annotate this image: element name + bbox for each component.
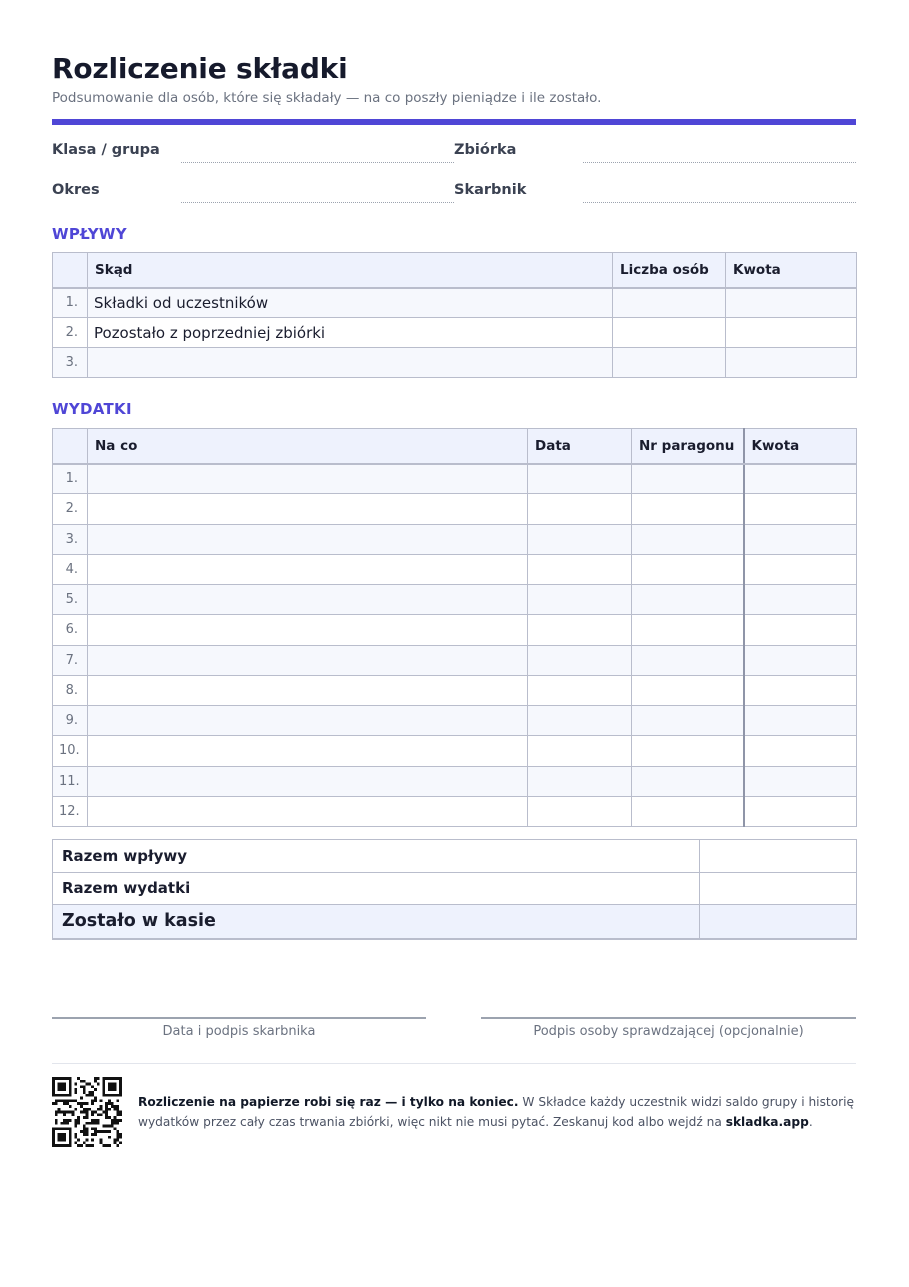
expense-receipt-cell[interactable] xyxy=(632,524,744,554)
income-total-value[interactable] xyxy=(700,840,857,873)
checker-signature-line[interactable] xyxy=(481,1017,856,1019)
expense-date-cell[interactable] xyxy=(528,675,632,705)
expense-amount-cell[interactable] xyxy=(744,675,857,705)
expense-purpose-cell[interactable] xyxy=(88,645,528,675)
expense-purpose-cell[interactable] xyxy=(88,706,528,736)
expense-date-cell[interactable] xyxy=(528,615,632,645)
expense-purpose-cell[interactable] xyxy=(88,524,528,554)
expenses-col-amount: Kwota xyxy=(744,429,857,464)
expense-date-cell[interactable] xyxy=(528,494,632,524)
expense-receipt-cell[interactable] xyxy=(632,706,744,736)
expense-receipt-cell[interactable] xyxy=(632,464,744,494)
expense-date-cell[interactable] xyxy=(528,766,632,796)
income-col-source: Skąd xyxy=(88,253,613,288)
expense-receipt-cell[interactable] xyxy=(632,675,744,705)
expense-total-value[interactable] xyxy=(700,872,857,905)
income-source-cell[interactable]: Składki od uczestników xyxy=(88,288,613,318)
expense-date-cell[interactable] xyxy=(528,706,632,736)
remaining-label: Zostało w kasie xyxy=(53,905,700,939)
income-section-title: WPŁYWY xyxy=(52,225,127,243)
income-col-people: Liczba osób xyxy=(613,253,726,288)
expense-row xyxy=(53,585,857,615)
expense-date-cell[interactable] xyxy=(528,464,632,494)
row-number: 9. xyxy=(53,706,88,736)
income-source-cell[interactable] xyxy=(88,348,613,378)
remaining-row xyxy=(53,905,857,939)
expense-date-cell[interactable] xyxy=(528,736,632,766)
expense-purpose-cell[interactable] xyxy=(88,675,528,705)
expense-row xyxy=(53,796,857,826)
income-amount-cell[interactable] xyxy=(726,348,857,378)
expense-date-cell[interactable] xyxy=(528,645,632,675)
row-number: 4. xyxy=(53,554,88,584)
expense-purpose-cell[interactable] xyxy=(88,796,528,826)
income-header-row xyxy=(53,253,857,288)
footer-end: . xyxy=(808,1115,813,1129)
expense-date-cell[interactable] xyxy=(528,585,632,615)
income-table xyxy=(52,252,857,378)
expenses-section-title: WYDATKI xyxy=(52,400,132,418)
income-people-cell[interactable] xyxy=(613,288,726,318)
income-row xyxy=(53,288,857,318)
income-amount-cell[interactable] xyxy=(726,288,857,318)
expense-date-cell[interactable] xyxy=(528,524,632,554)
expense-purpose-cell[interactable] xyxy=(88,585,528,615)
expense-purpose-cell[interactable] xyxy=(88,766,528,796)
period-field[interactable] xyxy=(181,202,454,203)
expense-amount-cell[interactable] xyxy=(744,706,857,736)
row-number: 11. xyxy=(53,766,88,796)
expense-total-row xyxy=(53,872,857,905)
footer-note xyxy=(138,1092,858,1132)
class-group-field[interactable] xyxy=(181,162,454,163)
expense-receipt-cell[interactable] xyxy=(632,796,744,826)
expense-amount-cell[interactable] xyxy=(744,524,857,554)
expense-amount-cell[interactable] xyxy=(744,615,857,645)
treasurer-signature-label: Data i podpis skarbnika xyxy=(162,1024,316,1039)
row-number: 1. xyxy=(53,288,88,318)
expense-receipt-cell[interactable] xyxy=(632,585,744,615)
row-number: 2. xyxy=(53,494,88,524)
footer-body: W Składce każdy uczestnik widzi saldo grupy i historię wydatków przez cały czas trwania zbiórki, więc nikt nie musi pytać. Zeskanuj kod albo wejdź na xyxy=(138,1095,855,1129)
treasurer-label: Skarbnik xyxy=(454,182,527,198)
expense-purpose-cell[interactable] xyxy=(88,615,528,645)
income-total-row xyxy=(53,840,857,873)
expense-purpose-cell[interactable] xyxy=(88,554,528,584)
income-col-amount: Kwota xyxy=(726,253,857,288)
expense-amount-cell[interactable] xyxy=(744,585,857,615)
expense-receipt-cell[interactable] xyxy=(632,736,744,766)
row-number: 3. xyxy=(53,348,88,378)
accent-divider xyxy=(52,119,856,125)
expense-row xyxy=(53,464,857,494)
expense-row xyxy=(53,766,857,796)
income-row xyxy=(53,348,857,378)
expense-amount-cell[interactable] xyxy=(744,645,857,675)
page-title: Rozliczenie składki xyxy=(52,52,348,85)
expenses-header-row xyxy=(53,429,857,464)
expense-receipt-cell[interactable] xyxy=(632,766,744,796)
expense-row xyxy=(53,706,857,736)
expense-amount-cell[interactable] xyxy=(744,464,857,494)
expense-amount-cell[interactable] xyxy=(744,736,857,766)
row-number: 5. xyxy=(53,585,88,615)
expense-receipt-cell[interactable] xyxy=(632,554,744,584)
expense-amount-cell[interactable] xyxy=(744,796,857,826)
row-number: 6. xyxy=(53,615,88,645)
expenses-col-purpose: Na co xyxy=(88,429,528,464)
collection-label: Zbiórka xyxy=(454,142,517,158)
expense-amount-cell[interactable] xyxy=(744,494,857,524)
income-people-cell[interactable] xyxy=(613,318,726,348)
income-amount-cell[interactable] xyxy=(726,318,857,348)
row-number: 1. xyxy=(53,464,88,494)
qr-code-icon xyxy=(52,1077,122,1147)
expense-row xyxy=(53,645,857,675)
period-label: Okres xyxy=(52,182,100,198)
expense-purpose-cell[interactable] xyxy=(88,464,528,494)
row-number: 3. xyxy=(53,524,88,554)
treasurer-signature-line[interactable] xyxy=(52,1017,426,1019)
expense-row xyxy=(53,675,857,705)
expenses-col-date: Data xyxy=(528,429,632,464)
expense-receipt-cell[interactable] xyxy=(632,494,744,524)
expense-amount-cell[interactable] xyxy=(744,766,857,796)
row-number: 12. xyxy=(53,796,88,826)
collection-field[interactable] xyxy=(583,162,856,163)
expense-amount-cell[interactable] xyxy=(744,554,857,584)
income-source-cell[interactable]: Pozostało z poprzedniej zbiórki xyxy=(88,318,613,348)
expense-receipt-cell[interactable] xyxy=(632,645,744,675)
row-number: 7. xyxy=(53,645,88,675)
expense-row xyxy=(53,615,857,645)
totals-table xyxy=(52,839,857,940)
expenses-col-number xyxy=(53,429,88,464)
expense-row xyxy=(53,554,857,584)
expenses-table xyxy=(52,428,857,827)
class-group-label: Klasa / grupa xyxy=(52,142,160,158)
income-people-cell[interactable] xyxy=(613,348,726,378)
page-subtitle: Podsumowanie dla osób, które się składały — na co poszły pieniądze i ile zostało. xyxy=(52,90,602,106)
footer-divider xyxy=(52,1063,856,1064)
row-number: 8. xyxy=(53,675,88,705)
income-col-number xyxy=(53,253,88,288)
footer-link[interactable]: skladka.app xyxy=(725,1115,809,1129)
expense-receipt-cell[interactable] xyxy=(632,615,744,645)
row-number: 2. xyxy=(53,318,88,348)
expense-date-cell[interactable] xyxy=(528,796,632,826)
row-number: 10. xyxy=(53,736,88,766)
income-row xyxy=(53,318,857,348)
expense-purpose-cell[interactable] xyxy=(88,736,528,766)
income-total-label: Razem wpływy xyxy=(53,840,700,873)
expense-row xyxy=(53,524,857,554)
expenses-body xyxy=(53,464,857,827)
expense-purpose-cell[interactable] xyxy=(88,494,528,524)
expense-date-cell[interactable] xyxy=(528,554,632,584)
expense-row xyxy=(53,494,857,524)
expenses-col-receipt: Nr paragonu xyxy=(632,429,744,464)
checker-signature-label: Podpis osoby sprawdzającej (opcjonalnie) xyxy=(533,1024,804,1039)
remaining-value[interactable] xyxy=(700,905,857,939)
treasurer-field[interactable] xyxy=(583,202,856,203)
expense-total-label: Razem wydatki xyxy=(53,872,700,905)
expense-row xyxy=(53,736,857,766)
footer-lead: Rozliczenie na papierze robi się raz — i tylko na koniec. xyxy=(138,1095,519,1109)
